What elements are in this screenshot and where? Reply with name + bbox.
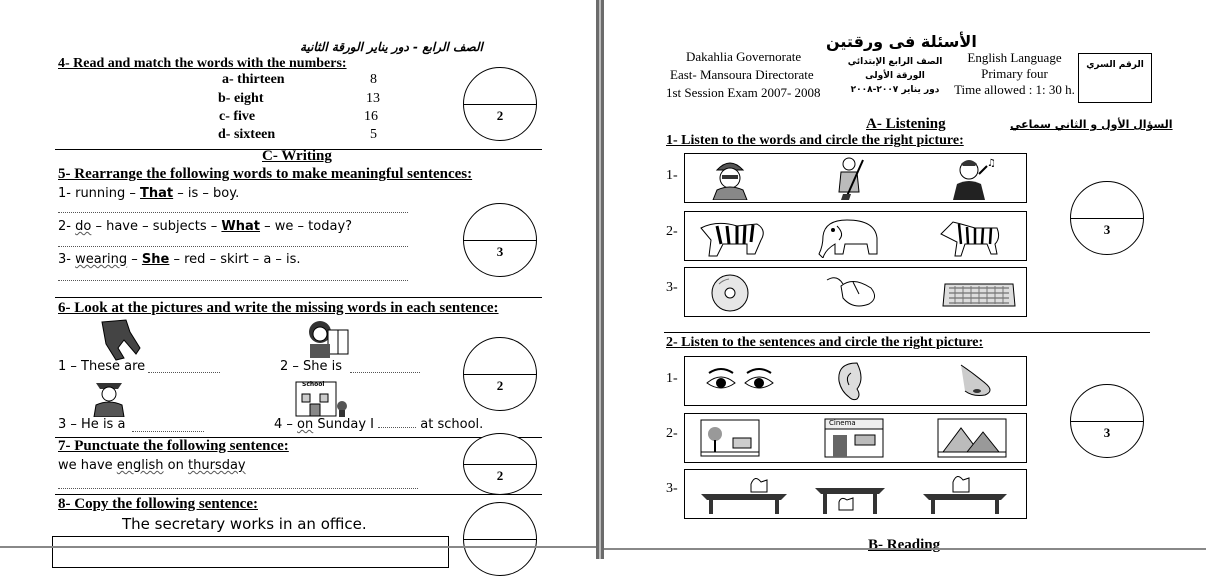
header-arabic-session: دور يناير ٢٠٠٧-٢٠٠٨ [850, 85, 940, 95]
q6-score: 2 [496, 378, 504, 393]
farmer-shovel-icon[interactable] [827, 156, 873, 200]
girl-reading-icon [302, 318, 352, 360]
table-cat-beside-icon[interactable] [917, 472, 1017, 516]
q4-score: 2 [496, 108, 504, 123]
q4-title: 4- Read and match the words with the numbers: [58, 56, 347, 71]
q6-answer-line-3[interactable] [132, 431, 204, 432]
q5-answer-line-1[interactable] [58, 212, 408, 213]
left-page-header-arabic: الصف الرابع - دور يناير الورقة الثانية [300, 40, 483, 54]
svg-text:♫: ♫ [987, 158, 996, 169]
header-right-lines [952, 50, 1077, 98]
computer-mouse-icon[interactable] [823, 272, 879, 312]
q4-number-4: 5 [370, 127, 377, 142]
q5-sentence-3: 3- wearing – She – red – skirt – a – is. [58, 252, 301, 267]
r-q2-score-circle [1070, 384, 1144, 458]
r-q2-score: 3 [1103, 425, 1111, 440]
table-cat-under-icon[interactable] [811, 472, 891, 516]
worker-helmet-icon[interactable] [707, 156, 753, 200]
keyboard-icon[interactable] [941, 274, 1017, 310]
r-q1-row-1-label: 1- [666, 168, 678, 183]
secret-number-label: الرقم السري [1086, 60, 1144, 70]
page-bottom-edge-left [0, 546, 596, 548]
q7-answer-line[interactable] [58, 488, 418, 489]
r-q1-score: 3 [1103, 222, 1111, 237]
q8-title: 8- Copy the following sentence: [58, 496, 258, 512]
r-q1-row-3-label: 3- [666, 280, 678, 295]
q5-score-circle [463, 203, 537, 277]
header-arabic-paper: الورقة الأولى [865, 71, 925, 81]
nose-icon[interactable] [955, 361, 1001, 401]
q8-score-circle [463, 502, 537, 576]
zebra-icon[interactable] [935, 214, 1007, 258]
q8-sentence: The secretary works in an office. [122, 515, 367, 533]
singer-microphone-icon[interactable] [947, 156, 997, 200]
ear-icon[interactable] [831, 359, 871, 403]
divider-q5 [55, 297, 542, 298]
header-arabic-lines [835, 55, 955, 97]
policeman-icon [88, 377, 130, 417]
q6-score-circle [463, 337, 537, 411]
r-q2-row-1 [684, 356, 1027, 406]
q6-sentence-1: 1 – These are [58, 359, 146, 374]
header-session: 1st Session Exam 2007- 2008 [666, 85, 821, 100]
section-b-reading-title: B- Reading [868, 537, 941, 553]
q4-score-circle [463, 67, 537, 141]
q4-word-b: b- eight [218, 91, 264, 106]
school-picture [294, 376, 352, 418]
r-q2-row-2-label: 2- [666, 426, 678, 441]
header-arabic-grade: الصف الرابع الإبتدائي [847, 57, 943, 67]
r-q1-title: 1- Listen to the words and circle the right picture: [666, 133, 964, 148]
q6-title: 6- Look at the pictures and write the missing words in each sentence: [58, 300, 499, 316]
r-q2-title: 2- Listen to the sentences and circle the right picture: [666, 335, 984, 350]
header-grade: Primary four [981, 66, 1048, 81]
page-bottom-edge-right [604, 548, 1206, 550]
park-picture-icon[interactable] [699, 418, 761, 458]
q4-number-1: 8 [370, 72, 377, 87]
r-q2-row-1-label: 1- [666, 371, 678, 386]
r-q2-row-3-label: 3- [666, 481, 678, 496]
q5-answer-line-2[interactable] [58, 246, 408, 247]
cinema-sign: Cinema [829, 419, 856, 427]
header-directorate: East- Mansoura Directorate [670, 67, 814, 82]
q6-answer-line-1[interactable] [148, 372, 220, 373]
q5-title: 5- Rearrange the following words to make meaningful sentences: [58, 166, 473, 182]
tiger-icon[interactable] [697, 214, 769, 258]
r-q1-row-3 [684, 267, 1027, 317]
cinema-building-icon[interactable] [823, 417, 885, 459]
q4-word-a: a- thirteen [222, 72, 285, 87]
section-c-writing-title: C- Writing [262, 148, 332, 164]
divider-r-q1 [664, 332, 1150, 333]
school-sign: School [302, 381, 325, 388]
q5-sentence-1: 1- running – That – is – boy. [58, 186, 240, 201]
q6-sentence-2: 2 – She is [280, 359, 343, 374]
q4-number-2: 13 [366, 91, 380, 106]
q4-number-3: 16 [364, 109, 378, 124]
section-a-arabic-note: السؤال الأول و الثاني سماعي [1010, 118, 1173, 131]
r-q1-score-circle [1070, 181, 1144, 255]
q7-title: 7- Punctuate the following sentence: [58, 438, 289, 454]
q7-score-circle [463, 433, 537, 495]
header-time: Time allowed : 1: 30 h. [954, 82, 1075, 97]
cd-disc-icon[interactable] [709, 272, 751, 314]
q6-answer-line-2[interactable] [350, 372, 420, 373]
secret-number-box[interactable] [1078, 53, 1152, 103]
table-cat-on-icon[interactable] [695, 472, 795, 516]
r-q1-row-2 [684, 211, 1027, 261]
header-governorate: Dakahlia Governorate [686, 49, 802, 64]
r-q1-row-2-label: 2- [666, 224, 678, 239]
section-a-listening-title: A- Listening [866, 116, 946, 132]
divider-q7 [55, 494, 542, 495]
q8-answer-box[interactable] [52, 536, 449, 568]
r-q2-row-3 [684, 469, 1027, 519]
header-arabic-title: الأسئلة فى ورقتين [826, 32, 977, 51]
trousers-icon [96, 318, 144, 362]
pyramids-icon[interactable] [937, 418, 1007, 458]
q5-score: 3 [496, 244, 504, 259]
r-q1-row-1 [684, 153, 1027, 203]
header-subject: English Language [967, 50, 1062, 65]
eyes-icon[interactable] [705, 363, 775, 399]
r-q2-row-2 [684, 413, 1027, 463]
page-divider [596, 0, 604, 559]
q4-word-d: d- sixteen [218, 127, 276, 142]
q6-sentence-3: 3 – He is a [58, 417, 126, 432]
q6-sentence-4: 4 – on Sunday I at school. [274, 417, 484, 432]
q7-sentence: we have english on thursday [58, 458, 246, 473]
q4-word-c: c- five [219, 109, 256, 124]
q5-answer-line-3[interactable] [58, 280, 408, 281]
q7-score: 2 [496, 468, 504, 483]
q5-sentence-2: 2- do – have – subjects – What – we – today? [58, 219, 353, 234]
elephant-icon[interactable] [815, 214, 887, 258]
header-left-lines [666, 48, 821, 102]
